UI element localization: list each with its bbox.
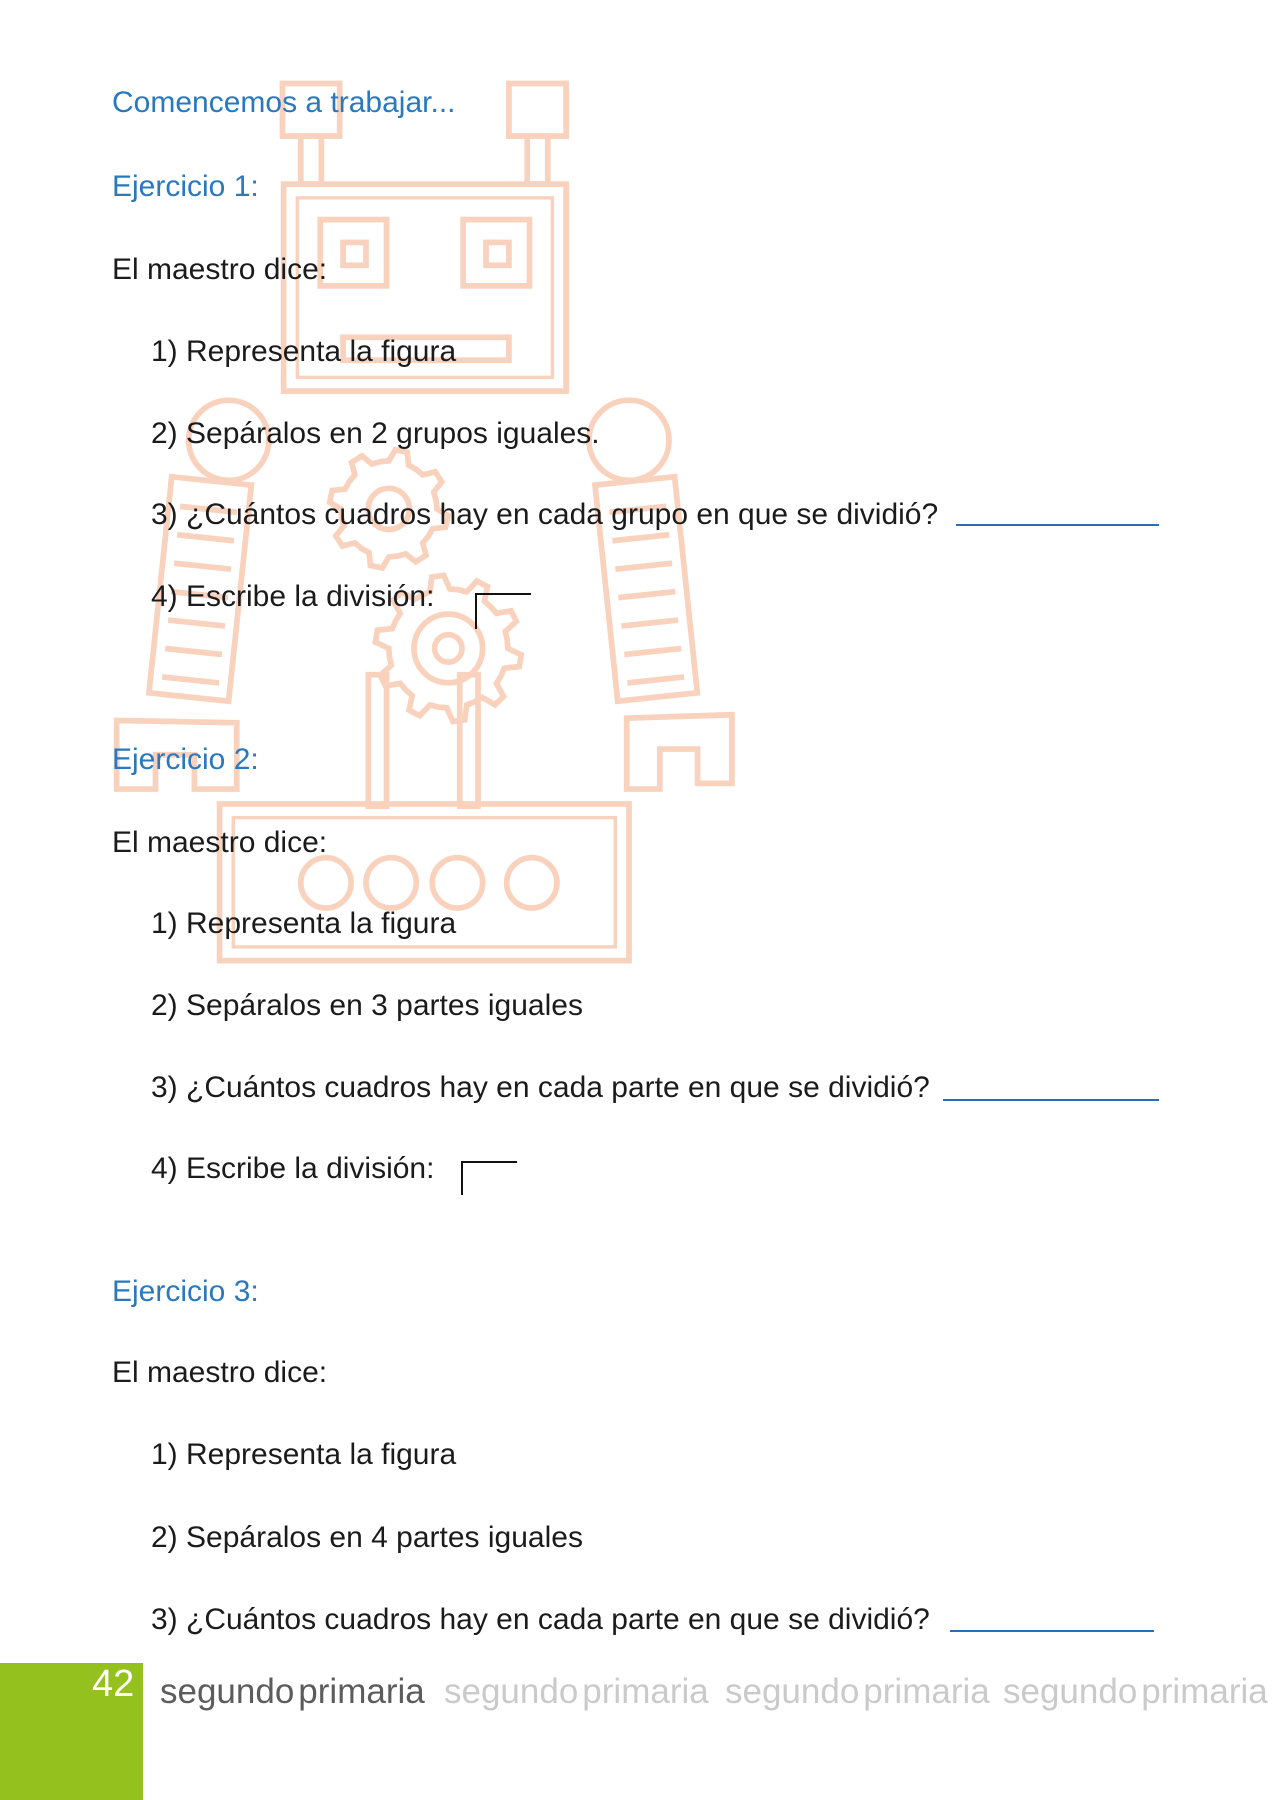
footer-label [444,1670,709,1714]
exercise-2-prompt: El maestro dice: [112,826,328,859]
exercise-1-step-3: 3) ¿Cuántos cuadros hay en cada grupo en que se dividió? [151,498,939,531]
footer-label [1003,1670,1268,1714]
exercise-1-step-1: 1) Representa la figura [151,335,457,368]
robot-claw-right [627,715,732,789]
footer-label-level: primaria [1141,1672,1268,1711]
robot-shoulder-right [589,400,669,480]
footer-label-grade: segundo [444,1672,579,1711]
exercise-1-title: Ejercicio 1: [112,170,259,203]
exercise-2-step-1: 1) Representa la figura [151,907,457,940]
footer-label-grade: segundo [1003,1672,1138,1711]
robot-eye-left [320,220,386,286]
exercise-3-answer-line [950,1630,1154,1632]
exercise-1-answer-line [956,524,1159,526]
exercise-1-step-4: 4) Escribe la división: [151,580,435,613]
exercise-2-answer-line [943,1099,1159,1101]
exercise-3-title: Ejercicio 3: [112,1275,259,1308]
exercise-3-step-2: 2) Sepáralos en 4 partes iguales [151,1521,583,1554]
exercise-1-prompt: El maestro dice: [112,253,328,286]
intro-heading: Comencemos a trabajar... [112,86,456,119]
footer-label [725,1670,990,1714]
footer-label-grade: segundo [160,1672,295,1711]
footer-label [160,1670,425,1714]
exercise-3-step-1: 1) Representa la figura [151,1438,457,1471]
footer-label-level: primaria [582,1672,709,1711]
exercise-2-step-2: 2) Sepáralos en 3 partes iguales [151,989,583,1022]
exercise-1-division-bracket [475,593,531,629]
footer-label-grade: segundo [725,1672,860,1711]
exercise-2-division-bracket [461,1161,517,1195]
robot-antenna-right [509,83,566,184]
exercise-2-step-4: 4) Escribe la división: [151,1152,435,1185]
exercise-2-title: Ejercicio 2: [112,743,259,776]
exercise-1-step-2: 2) Sepáralos en 2 grupos iguales. [151,417,600,450]
exercise-3-prompt: El maestro dice: [112,1356,328,1389]
footer-label-level: primaria [298,1672,425,1711]
robot-eye-right [463,220,529,286]
exercise-2-step-3: 3) ¿Cuántos cuadros hay en cada parte en que se dividió? [151,1071,930,1104]
footer-label-level: primaria [863,1672,990,1711]
page-number: 42 [92,1663,135,1705]
robot-torso [368,675,478,807]
exercise-3-step-3: 3) ¿Cuántos cuadros hay en cada parte en que se dividió? [151,1603,930,1636]
